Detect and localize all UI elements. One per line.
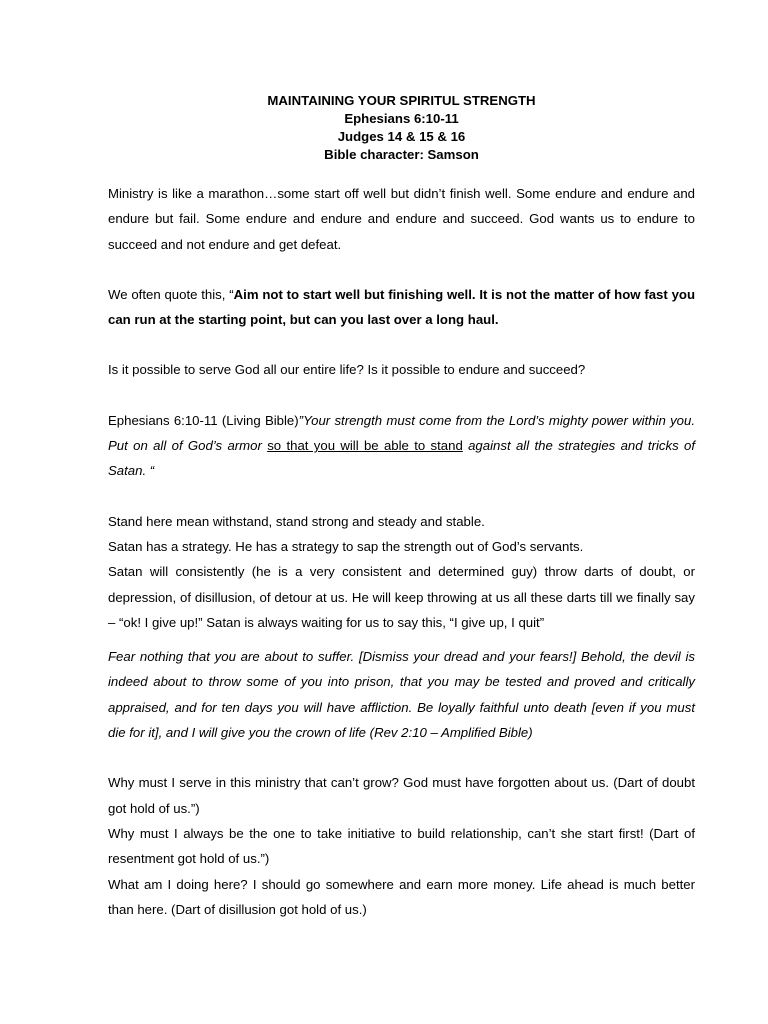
ephesians-reference: Ephesians 6:10-11 (Living Bible) — [108, 412, 299, 428]
quote-bold-text: Aim not to start well but finishing well. It is not the matter of how fast you can run at the starting point, but can you last over a long haul. — [108, 286, 696, 328]
paragraph-revelation-quote: Fear nothing that you are about to suffer. [Dismiss your dread and your fears!] Behold, the devil is indeed about to throw some of you into prison, that you may be tested and proved and critically appraised, and for ten days you will have affliction. Be loyally faithful unto death [even if you must die for it], and I will give you the crown of life (Rev 2:10 – Amplified Bible) — [108, 649, 695, 741]
paragraph-question: Is it possible to serve God all our entire life? Is it possible to endure and succeed? — [108, 362, 586, 378]
scripture-reference-judges: Judges 14 & 15 & 16 — [337, 129, 466, 144]
document-page — [108, 92, 695, 922]
quote-intro: We often quote this, “ — [108, 286, 234, 302]
paragraph-marathon: Ministry is like a marathon…some start off well but didn’t finish well. Some endure and endure and endure but fail. Some endure and endure and endure and succeed. God wants us to endure to succeed and not endure and get defeat. — [108, 186, 695, 252]
ephesians-quote-part1: ”Your strength must come from the Lord’s mighty power within you. Put on all of God’s armor — [108, 412, 696, 454]
paragraph-stand-meaning: Stand here mean withstand, stand strong and steady and stable. — [108, 513, 485, 529]
document-title: MAINTAINING YOUR SPIRITUL STRENGTH — [267, 93, 536, 108]
paragraph-dart-doubt: Why must I serve in this ministry that can’t grow? God must have forgotten about us. (Dart of doubt got hold of us.”) — [108, 775, 695, 816]
paragraph-dart-disillusion: What am I doing here? I should go somewhere and earn more money. Life ahead is much better than here. (Dart of disillusion got hold of us.) — [108, 876, 695, 917]
paragraph-darts: Satan will consistently (he is a very consistent and determined guy) throw darts of doubt, or depression, of disillusion, of detour at us. He will keep throwing at us all these darts till we finally say – “ok! I give up!” Satan is always waiting for us to say this, “I give up, I quit” — [108, 564, 695, 630]
ephesians-quote-part2: against all the strategies and tricks of Satan. “ — [108, 438, 695, 479]
scripture-reference-ephesians: Ephesians 6:10-11 — [344, 111, 459, 126]
ephesians-underlined-phrase: so that you will be able to stand — [267, 438, 463, 454]
title-block — [108, 92, 695, 164]
bible-character: Bible character: Samson — [324, 147, 479, 162]
paragraph-quote — [108, 282, 695, 333]
paragraph-dart-resentment: Why must I always be the one to take initiative to build relationship, can’t she start first! (Dart of resentment got hold of us.”) — [108, 825, 695, 867]
paragraph-ephesians — [108, 408, 695, 484]
paragraph-satan-strategy: Satan has a strategy. He has a strategy to sap the strength out of God’s servants. — [108, 538, 584, 554]
